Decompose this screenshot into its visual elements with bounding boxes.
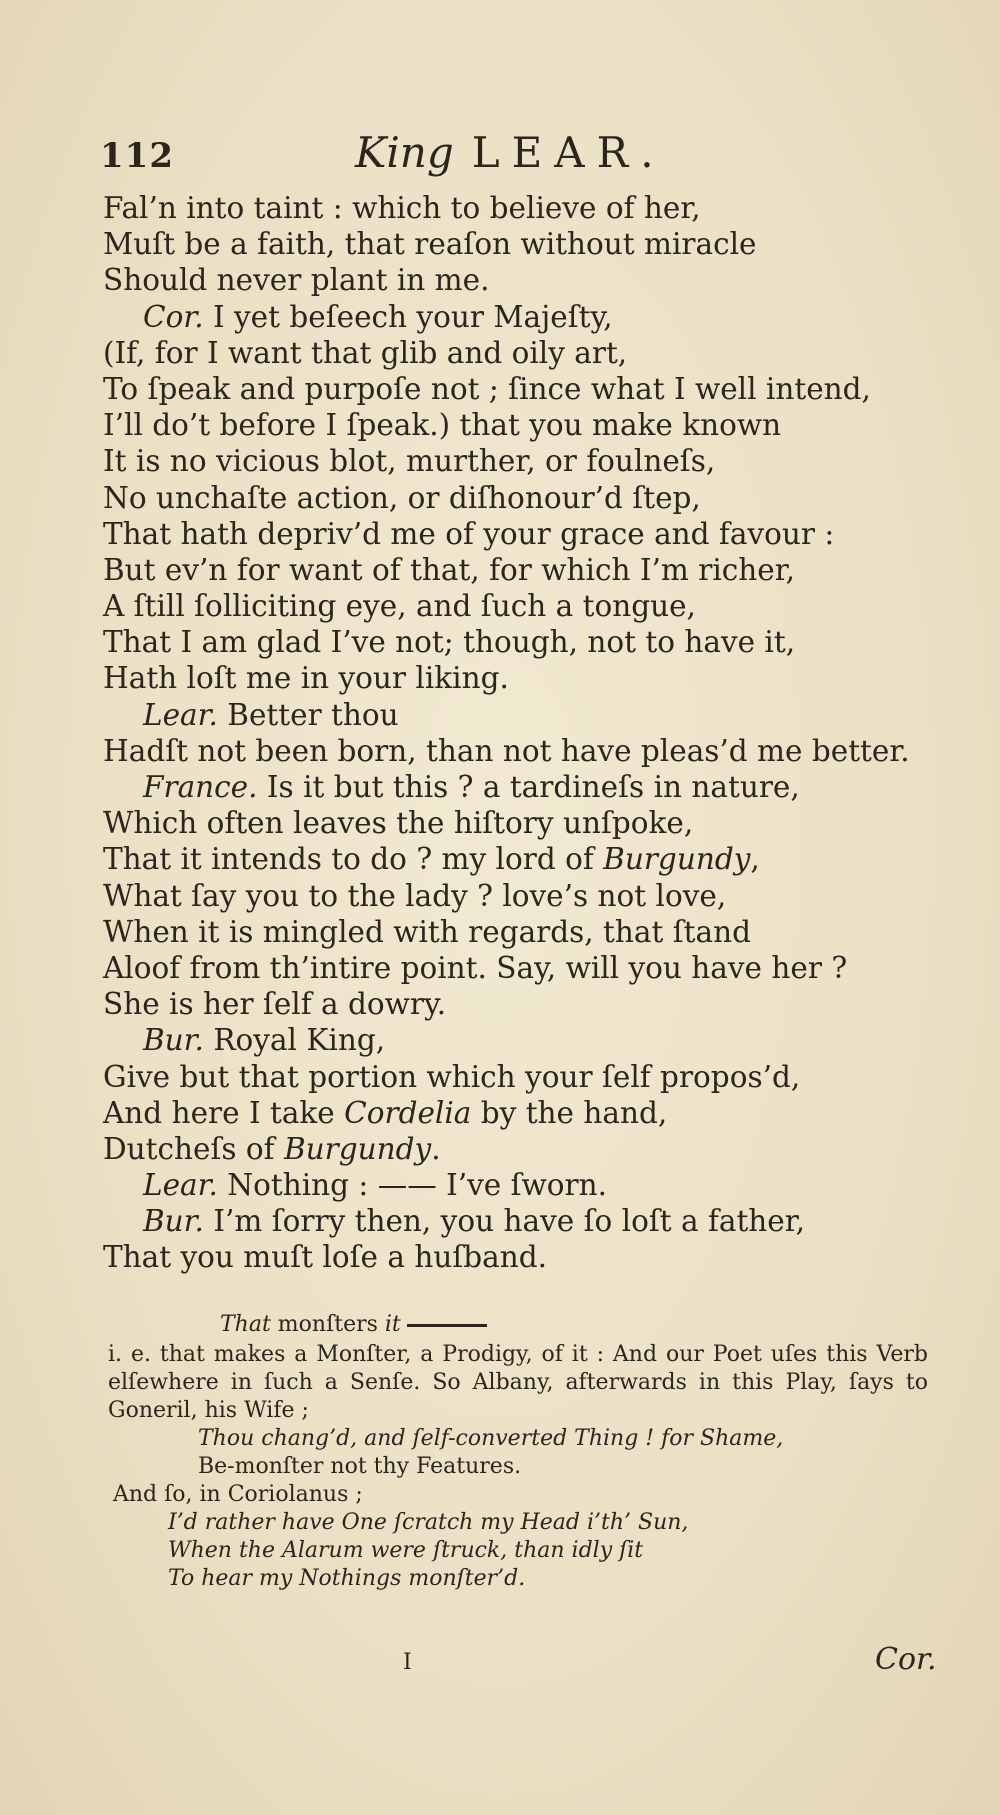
verse-line bbox=[103, 805, 903, 841]
verse-line bbox=[103, 624, 903, 660]
lemma-that: That bbox=[220, 1312, 271, 1337]
title-caps: LEAR. bbox=[471, 128, 666, 177]
verse-line bbox=[103, 697, 903, 733]
verse-line bbox=[103, 407, 903, 443]
line-text: I yet beſeech your Majeſty, bbox=[212, 299, 613, 334]
italic-name: Burgundy bbox=[603, 842, 751, 877]
footnote-quote-5: To hear my Nothings monſter’d. bbox=[168, 1566, 526, 1591]
line-text: Should never plant in me. bbox=[103, 263, 490, 298]
verse-line bbox=[103, 841, 903, 877]
line-text: Muſt be a faith, that reaſon without miracle bbox=[103, 227, 757, 262]
verse-line bbox=[103, 552, 903, 588]
page-number: 112 bbox=[100, 136, 174, 176]
verse-line bbox=[103, 660, 903, 696]
footnote-quote-1: Thou chang’d, and ſelf-converted Thing ! for Shame, bbox=[198, 1426, 784, 1451]
verse-line bbox=[103, 769, 903, 805]
verse-line bbox=[103, 1022, 903, 1058]
verse-line bbox=[103, 733, 910, 769]
speaker-name: Lear. bbox=[143, 1168, 218, 1203]
line-text: Dutcheſs of bbox=[103, 1131, 284, 1166]
footnote-and-line: And ſo, in Coriolanus ; bbox=[113, 1482, 363, 1507]
verse-line bbox=[103, 443, 903, 479]
footnote-quote-4: When the Alarum were ſtruck, than idly ſit bbox=[168, 1538, 644, 1563]
line-text: A ſtill ſolliciting eye, and ſuch a tongue, bbox=[103, 589, 696, 624]
italic-name: Burgundy bbox=[283, 1131, 432, 1166]
running-head bbox=[100, 128, 940, 188]
verse-line bbox=[103, 878, 903, 914]
verse-line bbox=[103, 950, 903, 986]
footnote-lemma bbox=[108, 1309, 928, 1341]
signature-mark: I bbox=[403, 1650, 412, 1675]
title-italic: King bbox=[355, 128, 454, 177]
verse-line bbox=[103, 1167, 903, 1203]
line-text: To ſpeak and purpoſe not ; ſince what I well intend, bbox=[103, 371, 871, 406]
line-text: Nothing : —— I’ve ſworn. bbox=[227, 1168, 608, 1203]
verse-line bbox=[103, 190, 903, 226]
footnote bbox=[108, 1309, 928, 1593]
verse-text bbox=[103, 190, 910, 1276]
line-text: When it is mingled with regards, that ſtand bbox=[103, 914, 751, 949]
verse-line bbox=[103, 1203, 903, 1239]
line-tail: by the hand, bbox=[471, 1095, 668, 1130]
speaker-name: Bur. bbox=[143, 1023, 204, 1058]
catchword: Cor. bbox=[875, 1642, 937, 1677]
lemma-it: it bbox=[384, 1312, 401, 1337]
lemma-rule bbox=[407, 1324, 487, 1327]
verse-line bbox=[103, 262, 903, 298]
line-text: Royal King, bbox=[213, 1023, 386, 1058]
speaker-name: Lear. bbox=[143, 697, 218, 732]
verse-line bbox=[103, 1131, 903, 1167]
line-text: Better thou bbox=[227, 697, 399, 732]
line-text: What ſay you to the lady ? love’s not love, bbox=[103, 878, 727, 913]
line-text: I’ll do’t before I ſpeak.) that you make known bbox=[103, 408, 782, 443]
line-text: (If, for I want that glib and oily art, bbox=[103, 335, 628, 370]
verse-line bbox=[103, 1095, 903, 1131]
footnote-body: i. e. that makes a Monſter, a Prodigy, of it : And our Poet uſes this Verb elſewhere in ſuch a Senſe. So Albany, afterwards in this Play, ſays to Goneril, his Wife ; bbox=[108, 1342, 928, 1423]
line-tail: , bbox=[750, 842, 760, 877]
speaker-name: Cor. bbox=[143, 299, 204, 334]
running-title bbox=[355, 128, 666, 177]
footnote-quote-3: I’d rather have One ſcratch my Head i’th’ Sun, bbox=[168, 1510, 689, 1535]
verse-line bbox=[103, 588, 903, 624]
verse-line bbox=[103, 226, 903, 262]
line-text: Hath loſt me in your liking. bbox=[103, 661, 509, 696]
line-text: Fal’n into taint : which to believe of her, bbox=[103, 191, 701, 225]
line-text: Is it but this ? a tardineſs in nature, bbox=[266, 770, 800, 804]
line-text: That I am glad I’ve not; though, not to have it, bbox=[103, 625, 796, 660]
line-text: Hadſt not been born, than not have pleas’d me better. bbox=[103, 733, 910, 768]
verse-line bbox=[103, 914, 903, 950]
line-text: But ev’n for want of that, for which I’m richer, bbox=[103, 552, 795, 587]
speaker-name: Bur. bbox=[143, 1204, 204, 1239]
line-text: That hath depriv’d me of your grace and favour : bbox=[103, 516, 835, 551]
line-text: Which often leaves the hiſtory unſpoke, bbox=[103, 806, 694, 841]
verse-line bbox=[103, 516, 903, 552]
verse-line bbox=[103, 480, 903, 516]
line-text: Aloof from th’intire point. Say, will you have her ? bbox=[103, 950, 848, 985]
line-text: That you muſt loſe a huſband. bbox=[103, 1240, 547, 1275]
verse-line bbox=[103, 371, 903, 407]
speaker-name: France. bbox=[143, 770, 258, 804]
line-text: Give but that portion which your ſelf propos’d, bbox=[103, 1059, 801, 1094]
lemma-monsters: monſters bbox=[270, 1312, 385, 1337]
italic-name: Cordelia bbox=[344, 1095, 472, 1130]
line-tail: . bbox=[431, 1131, 441, 1166]
line-text: That it intends to do ? my lord of bbox=[103, 842, 604, 877]
line-text: No unchaſte action, or diſhonour’d ſtep, bbox=[103, 480, 701, 515]
verse-line bbox=[103, 986, 903, 1022]
line-text: It is no vicious blot, murther, or foulneſs, bbox=[103, 444, 716, 479]
line-text: She is her ſelf a dowry. bbox=[103, 987, 447, 1022]
verse-line bbox=[103, 299, 903, 335]
verse-line bbox=[103, 1059, 903, 1095]
footnote-quote-2: Be-monſter not thy Features. bbox=[198, 1454, 522, 1479]
verse-line bbox=[103, 1239, 903, 1275]
line-text: And here I take bbox=[103, 1095, 345, 1130]
verse-line bbox=[103, 335, 903, 371]
line-text: I’m ſorry then, you have ſo loſt a father, bbox=[213, 1204, 805, 1239]
